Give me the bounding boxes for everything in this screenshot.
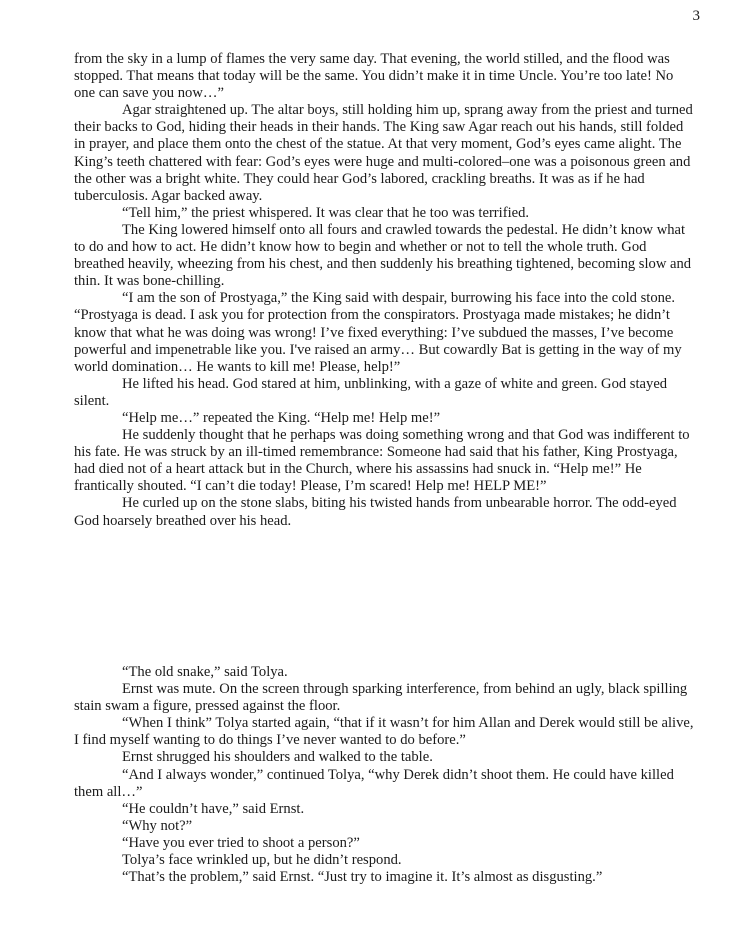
paragraph: He lifted his head. God stared at him, unblinking, with a gaze of white and green. God stayed silent. [74, 375, 668, 409]
section-1-text [74, 51, 698, 530]
paragraph: “And I always wonder,” continued Tolya, “why Derek didn’t shoot them. He could have killed them all…” [74, 766, 674, 800]
paragraph: “Have you ever tried to shoot a person?” [122, 834, 360, 851]
section-2-text [74, 664, 698, 886]
paragraph: “Why not?” [122, 817, 193, 834]
paragraph: “The old snake,” said Tolya. [122, 664, 288, 680]
paragraph: “Tell him,” the priest whispered. It was clear that he too was terrified. [122, 204, 530, 221]
paragraph: Tolya’s face wrinkled up, but he didn’t respond. [122, 852, 402, 869]
paragraph: “He couldn’t have,” said Ernst. [122, 800, 305, 817]
paragraph: He curled up on the stone slabs, biting his twisted hands from unbearable horror. The odd-eyed God hoarsely breathed over his head. [74, 495, 677, 529]
paragraph: “When I think” Tolya started again, “that if it wasn’t for him Allan and Derek would still be alive, I find myself wanting to do things I’ve never wanted to do before.” [74, 715, 694, 749]
paragraph: The King lowered himself onto all fours and crawled towards the pedestal. He didn’t know what to do and how to act. He didn’t know how to begin and whether or not to tell the whole truth. God breathed heavily, wheezing from his chest, and then suddenly his breathing tightened, becoming slow and thin. It was bone-chilling. [74, 221, 692, 290]
paragraph: “That’s the problem,” said Ernst. “Just try to imagine it. It’s almost as disgusting.” [122, 869, 603, 886]
paragraph: Ernst was mute. On the screen through sparking interference, from behind an ugly, black spilling stain swam a figure, pressed against the floor. [74, 681, 688, 715]
paragraph: “I am the son of Prostyaga,” the King said with despair, burrowing his face into the cold stone. “Prostyaga is dead. I ask you for protection from the conspirators. Prostyaga made mistakes; he didn’t know that what he was doing was wrong! I’ve fixed everything: I’ve subdued the masses, I’ve become powerful and impenetrable like you. I've raised an army… But cowardly Bat is getting in the way of my world domination… He wants to kill me! Please, help!” [74, 290, 682, 375]
page-number: 3 [692, 8, 700, 24]
paragraph: He suddenly thought that he perhaps was doing something wrong and that God was indifferent to his fate. He was struck by an ill-timed remembrance: Someone had said that his father, King Prostyaga, had died not of a heart attack but in the Church, where his assassins had snuck in. “Help me!” He frantically shouted. “I can’t die today! Please, I’m scared! Help me! HELP ME!” [74, 427, 690, 495]
paragraph: “Help me…” repeated the King. “Help me! Help me!” [122, 409, 441, 426]
paragraph: Ernst shrugged his shoulders and walked to the table. [122, 749, 433, 766]
paragraph: from the sky in a lump of flames the very same day. That evening, the world stilled, and the flood was stopped. That means that today will be the same. You didn’t make it in time Uncle. You’re too late! No one can save you now…” [74, 51, 674, 102]
paragraph: Agar straightened up. The altar boys, still holding him up, sprang away from the priest and turned their backs to God, hiding their heads in their hands. The King saw Agar reach out his hands, still folded in prayer, and place them onto the chest of the statue. At that very moment, God’s eyes came alight. The King’s teeth chattered with fear: God’s eyes were huge and multi-colored–one was a poisonous green and the other was a bright white. They could hear God’s labored, crackling breaths. It was as if he had tuberculosis. Agar backed away. [74, 102, 693, 204]
